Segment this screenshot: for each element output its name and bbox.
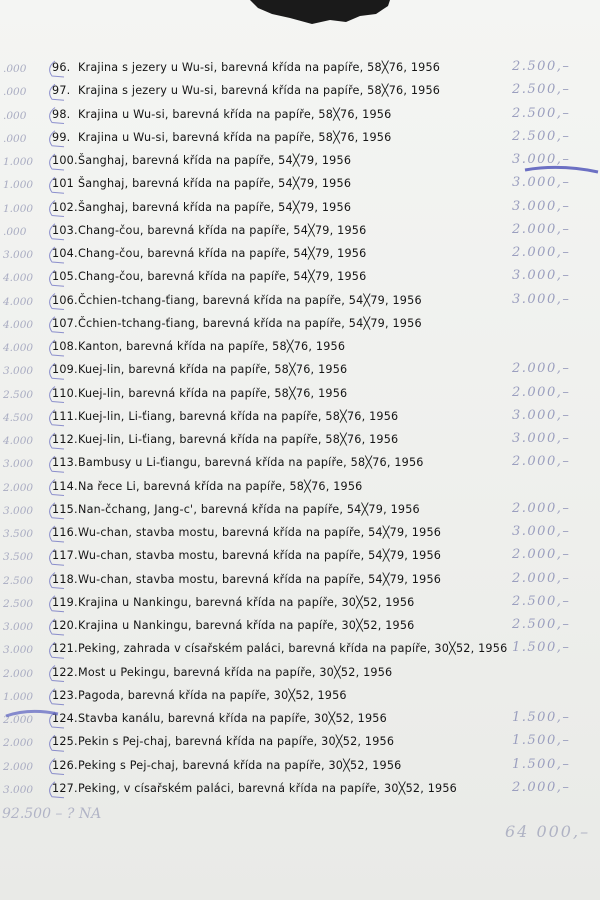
catalog-entry (52, 431, 398, 449)
entry-number: 111. (52, 409, 78, 423)
price-note-left: 4.000 (3, 318, 34, 331)
price-note-left: .000 (3, 63, 27, 75)
catalog-entry (52, 245, 366, 263)
price-note-right: 1.500,– (512, 710, 571, 725)
price-note-right: 3.000,– (512, 175, 571, 191)
price-note-left: 1.000 (3, 179, 34, 192)
entry-description: Krajina u Wu-si, barevná křída na papíře, 58╳76, 1956 (78, 130, 392, 144)
entry-description: Bambusy u Li-ťiangu, barevná křída na papíře, 58╳76, 1956 (78, 456, 424, 470)
price-note-right (512, 663, 600, 681)
catalog-entry (52, 501, 420, 519)
handwritten-note: 92.500 – ? NA (2, 806, 102, 822)
price-note-right: 2.000,– (512, 779, 571, 795)
catalog-entry (52, 59, 440, 77)
catalog-entry (52, 780, 457, 798)
entry-description: Krajina u Nankingu, barevná křída na papíře, 30╳52, 1956 (78, 619, 415, 632)
price-note-right: 3.000,– (512, 524, 571, 539)
price-note-left: 3.000 (3, 621, 34, 633)
entry-description: Kuej-lin, Li-ťiang, barevná křída na papíře, 58╳76, 1956 (78, 409, 399, 423)
catalog-entry (52, 571, 441, 589)
entry-description: Kanton, barevná křída na papíře, 58╳76, 1956 (78, 340, 346, 353)
entry-description: Wu-chan, stavba mostu, barevná křída na papíře, 54╳79, 1956 (78, 549, 442, 563)
entry-number: 116. (52, 526, 78, 539)
entry-number: 104. (52, 247, 78, 260)
catalog-entry (52, 664, 392, 682)
price-note-left: 4.000 (3, 295, 34, 308)
entry-description: Krajina s jezery u Wu-si, barevná křída na papíře, 58╳76, 1956 (78, 84, 441, 98)
price-note-right: 2.000,– (512, 245, 571, 260)
entry-number: 99. (52, 130, 71, 144)
entry-number: 119. (52, 595, 78, 609)
price-note-right: 2.000,– (512, 361, 571, 377)
price-note-right: 2.000,– (512, 384, 571, 400)
entry-description: Wu-chan, stavba mostu, barevná křída na papíře, 54╳79, 1956 (78, 572, 442, 586)
catalog-entry (52, 547, 441, 565)
price-note-right: 2.000,– (512, 454, 571, 470)
catalog-entry (52, 222, 366, 240)
entry-description: Peking s Pej-chaj, barevná křída na papíře, 30╳52, 1956 (78, 758, 402, 772)
entry-description: Kuej-lin, barevná křída na papíře, 58╳76, 1956 (78, 363, 348, 377)
entry-number: 100. (52, 154, 78, 167)
entry-number: 123. (52, 688, 78, 702)
entry-number: 103. (52, 223, 78, 237)
price-note-right (512, 686, 600, 704)
catalog-entry (52, 199, 351, 217)
price-note-right: 2.000,– (512, 500, 571, 516)
price-note-left: 4.000 (3, 435, 34, 447)
price-note-left: 2.500 (3, 574, 34, 587)
entry-description: Peking, zahrada v císařském paláci, barevná křída na papíře, 30╳52, 1956 (78, 642, 508, 656)
entry-description: Wu-chan, stavba mostu, barevná křída na papíře, 54╳79, 1956 (78, 526, 442, 539)
entry-description: Krajina s jezery u Wu-si, barevná křída na papíře, 58╳76, 1956 (78, 61, 441, 74)
price-note-left: 2.500 (3, 388, 34, 401)
entry-number: 96. (52, 61, 71, 74)
price-note-left: 1.000 (3, 156, 34, 168)
price-note-left: 1.000 (3, 202, 34, 215)
catalog-entry (52, 710, 387, 728)
entry-number: 113. (52, 456, 78, 470)
catalog-entry (52, 640, 507, 658)
price-note-right (512, 477, 600, 495)
entry-description: Chang-čou, barevná křída na papíře, 54╳79, 1956 (78, 270, 367, 284)
price-note-right (512, 337, 600, 355)
entry-number: 117. (52, 549, 78, 563)
catalog-entry (52, 315, 422, 333)
entry-number: 115. (52, 502, 78, 516)
entry-number: 125. (52, 735, 78, 749)
catalog-entry (52, 361, 347, 379)
catalog-entry (52, 733, 394, 751)
price-note-right: 2.000,– (512, 570, 571, 586)
price-note-left: 1.000 (3, 690, 34, 703)
entry-number: 102. (52, 200, 78, 214)
price-note-right: 2.500,– (512, 82, 571, 98)
price-note-right: 2.500,– (512, 59, 571, 74)
entry-description: Čchien-tchang-ťiang, barevná křída na papíře, 54╳79, 1956 (78, 293, 422, 307)
price-note-left: 2.000 (3, 667, 34, 680)
catalog-entry (52, 594, 414, 612)
entry-number: 120. (52, 619, 78, 632)
catalog-entry (52, 524, 441, 542)
price-note-left: 3.000 (3, 644, 34, 657)
price-note-left: 4.000 (3, 342, 34, 354)
entry-description: Krajina u Wu-si, barevná křída na papíře, 58╳76, 1956 (78, 107, 392, 121)
price-note-right: 1.500,– (512, 733, 571, 749)
price-note-left: 3.500 (3, 551, 34, 564)
entry-number: 97. (52, 84, 71, 98)
price-note-left: 2.500 (3, 597, 34, 610)
catalog-entry (52, 408, 398, 426)
entry-description: Peking, v císařském paláci, barevná křída na papíře, 30╳52, 1956 (78, 781, 458, 795)
catalog-entry (52, 338, 345, 356)
price-note-left: 3.000 (3, 504, 34, 517)
entry-description: Nan-čchang, Jang-c', barevná křída na papíře, 54╳79, 1956 (78, 502, 420, 516)
catalog-entry (52, 757, 401, 775)
price-note-right: 2.500,– (512, 128, 571, 144)
entry-description: Chang-čou, barevná křída na papíře, 54╳79, 1956 (78, 247, 367, 260)
price-note-left: .000 (3, 86, 27, 99)
entry-number: 121. (52, 642, 78, 656)
catalog-entry (52, 268, 366, 286)
price-note-left: 3.000 (3, 249, 34, 261)
handwritten-total: 64 000,– (505, 822, 591, 841)
price-note-right: 3.000,– (512, 407, 571, 423)
price-note-left: 4.000 (3, 272, 34, 285)
price-note-right: 3.000,– (512, 431, 571, 446)
entry-number: 122. (52, 665, 78, 679)
entry-number: 127. (52, 781, 78, 795)
entry-description: Kuej-lin, barevná křída na papíře, 58╳76, 1956 (78, 386, 348, 400)
entry-number: 110. (52, 386, 78, 400)
catalog-entry (52, 454, 424, 472)
entry-number: 105. (52, 270, 78, 284)
entry-number: 112. (52, 433, 78, 446)
entry-description: Most u Pekingu, barevná křída na papíře, 30╳52, 1956 (78, 665, 393, 679)
price-note-right: 3.000,– (512, 268, 571, 284)
entry-number: 106. (52, 293, 78, 307)
price-note-right: 3.000,– (512, 198, 571, 214)
entry-number: 101 (52, 177, 74, 191)
price-note-right (512, 314, 600, 332)
catalog-entry (52, 385, 347, 403)
catalog-entry (52, 175, 351, 193)
entry-number: 108. (52, 340, 78, 353)
entry-number: 126. (52, 758, 78, 772)
price-note-right: 3.000,– (512, 152, 571, 167)
catalog-entry (52, 152, 351, 170)
price-note-left: 2.000 (3, 714, 34, 726)
price-note-right: 1.500,– (512, 756, 571, 772)
catalog-entry (52, 82, 440, 100)
catalog-entry (52, 292, 422, 310)
price-note-left: 3.000 (3, 458, 34, 471)
entry-number: 109. (52, 363, 78, 377)
price-note-right: 2.000,– (512, 547, 571, 563)
catalog-entry (52, 478, 363, 496)
price-note-left: 3.500 (3, 528, 34, 540)
entry-number: 114. (52, 479, 78, 493)
entry-description: Krajina u Nankingu, barevná křída na papíře, 30╳52, 1956 (78, 595, 415, 609)
entry-number: 118. (52, 572, 78, 586)
entry-description: Čchien-tchang-ťiang, barevná křída na papíře, 54╳79, 1956 (78, 316, 422, 330)
price-note-left: 3.000 (3, 783, 34, 796)
price-note-right: 1.500,– (512, 640, 571, 656)
catalog-entry (52, 687, 347, 705)
price-note-left: .000 (3, 132, 27, 145)
entry-description: Stavba kanálu, barevná křída na papíře, 30╳52, 1956 (78, 712, 387, 725)
catalog-entry (52, 106, 391, 124)
entry-description: Kuej-lin, Li-ťiang, barevná křída na papíře, 58╳76, 1956 (78, 433, 399, 446)
entry-description: Chang-čou, barevná křída na papíře, 54╳79, 1956 (78, 223, 367, 237)
entry-description: Na řece Li, barevná křída na papíře, 58╳76, 1956 (78, 479, 363, 493)
price-note-right: 2.500,– (512, 105, 571, 121)
price-note-left: 2.000 (3, 760, 34, 773)
entry-description: Pagoda, barevná křída na papíře, 30╳52, 1956 (78, 688, 347, 702)
price-note-left: .000 (3, 225, 27, 238)
price-note-right: 2.000,– (512, 221, 571, 237)
entry-description: Šanghaj, barevná křída na papíře, 54╳79, 1956 (78, 177, 352, 191)
price-note-left: .000 (3, 109, 27, 122)
entry-number: 107. (52, 316, 78, 330)
entry-description: Šanghaj, barevná křída na papíře, 54╳79, 1956 (78, 200, 352, 214)
entry-number: 98. (52, 107, 71, 121)
entry-number: 124. (52, 712, 78, 725)
price-note-right: 3.000,– (512, 291, 571, 307)
price-note-left: 3.000 (3, 365, 34, 378)
price-note-left: 2.000 (3, 481, 34, 494)
catalog-entry (52, 129, 391, 147)
catalog-entry (52, 617, 414, 635)
price-note-left: 4.500 (3, 411, 34, 424)
entry-description: Pekin s Pej-chaj, barevná křída na papíře, 30╳52, 1956 (78, 735, 395, 749)
price-note-left: 2.000 (3, 737, 34, 750)
entry-description: Šanghaj, barevná křída na papíře, 54╳79, 1956 (78, 154, 352, 167)
price-note-right: 2.500,– (512, 593, 571, 609)
price-note-right: 2.500,– (512, 617, 571, 632)
